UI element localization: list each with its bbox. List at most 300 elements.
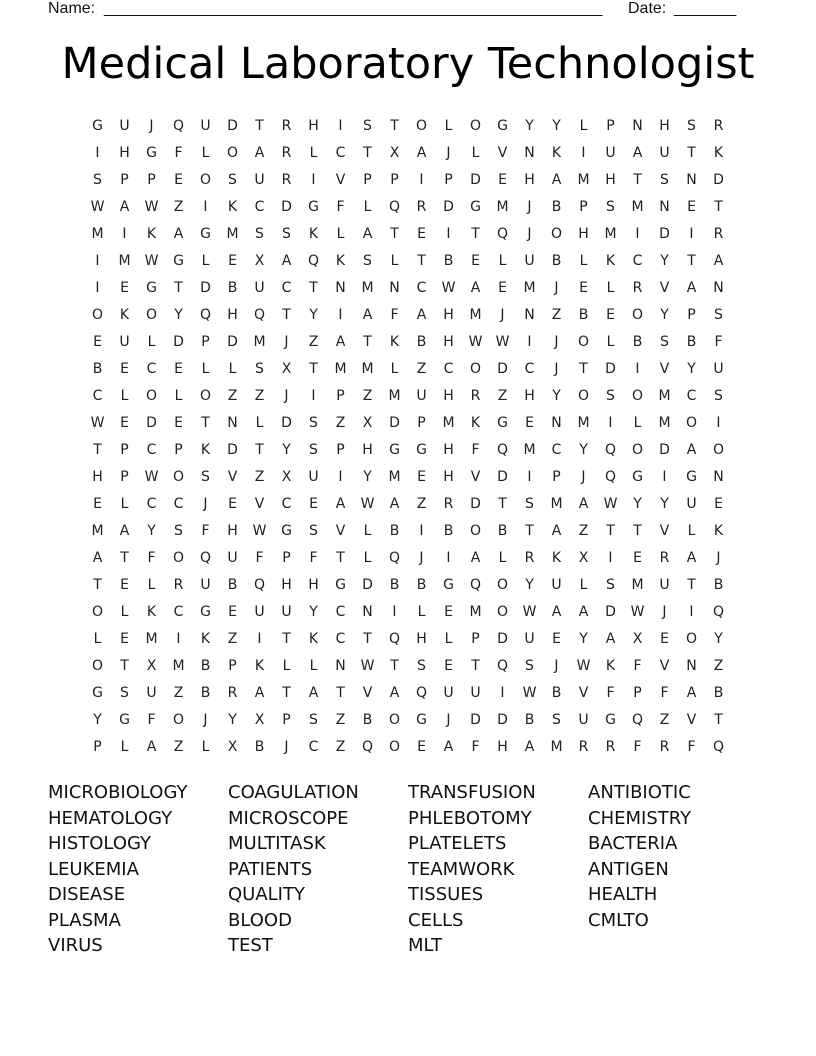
grid-letter: B [551,198,562,215]
grid-letter: X [254,711,265,728]
grid-letter: H [443,468,454,485]
grid-letter: F [471,441,480,458]
grid-letter: G [443,576,454,593]
grid-letter: J [554,657,559,674]
grid-letter: E [417,468,426,485]
grid-letter: A [119,522,130,539]
grid-letter: Q [496,657,509,674]
grid-letter: O [172,711,185,728]
grid-letter: C [335,603,346,620]
grid-letter: Y [660,495,669,512]
grid-letter: S [228,171,237,188]
grid-letter: V [659,279,670,296]
grid-letter: O [145,306,158,323]
grid-letter: B [713,684,724,701]
grid-letter: O [631,441,644,458]
grid-letter: E [525,414,534,431]
grid-letter: O [469,360,482,377]
grid-letter: P [390,171,399,188]
grid-letter: T [687,252,696,269]
grid-letter: A [362,306,373,323]
grid-letter: F [309,549,318,566]
grid-letter: N [335,657,346,674]
grid-letter: G [92,684,103,701]
grid-letter: Y [93,711,102,728]
word-list-item: HEALTH [588,884,658,905]
word-list-item: HISTOLOGY [48,833,152,854]
grid-letter: Y [525,117,534,134]
grid-letter: A [470,279,481,296]
grid-letter: X [281,468,292,485]
grid-letter: P [336,441,345,458]
grid-letter: G [632,468,643,485]
grid-letter: H [362,441,373,458]
grid-letter: J [446,711,451,728]
grid-letter: L [579,576,588,593]
grid-letter: C [524,360,535,377]
grid-letter: H [443,333,454,350]
grid-letter: X [632,630,643,647]
grid-letter: L [120,738,129,755]
grid-letter: O [685,630,698,647]
grid-letter: A [686,684,697,701]
grid-letter: P [687,306,696,323]
grid-letter: E [93,333,102,350]
grid-letter: L [444,630,453,647]
grid-letter: M [361,360,374,377]
grid-letter: H [227,522,238,539]
grid-letter: S [255,360,264,377]
grid-letter: S [282,225,291,242]
grid-letter: E [444,657,453,674]
grid-letter: T [417,252,426,269]
grid-letter: C [146,495,157,512]
grid-letter: I [716,414,721,431]
grid-letter: S [606,198,615,215]
grid-letter: L [228,360,237,377]
grid-letter: A [524,738,535,755]
grid-letter: V [497,144,508,161]
grid-letter: K [470,414,481,431]
grid-letter: T [363,333,372,350]
grid-letter: L [363,549,372,566]
grid-letter: L [633,414,642,431]
name-field-line: ________________________________________________________ [104,0,603,17]
grid-letter: Y [147,522,156,539]
grid-letter: L [147,576,156,593]
grid-letter: R [443,495,454,512]
grid-letter: J [284,333,289,350]
grid-letter: H [92,468,103,485]
grid-letter: A [686,549,697,566]
grid-letter: E [228,495,237,512]
grid-letter: G [92,117,103,134]
grid-letter: B [362,711,373,728]
grid-letter: I [122,225,127,242]
grid-letter: A [605,630,616,647]
grid-letter: A [686,441,697,458]
grid-letter: D [281,198,292,215]
grid-letter: T [336,684,345,701]
grid-letter: M [550,495,563,512]
grid-letter: A [443,738,454,755]
grid-letter: H [308,576,319,593]
grid-letter: B [416,576,427,593]
grid-letter: O [469,117,482,134]
grid-letter: T [714,198,723,215]
grid-letter: K [227,198,238,215]
grid-letter: I [257,630,262,647]
grid-letter: H [416,630,427,647]
grid-letter: A [470,549,481,566]
grid-letter: Z [173,198,184,215]
grid-letter: Y [228,711,237,728]
grid-letter: A [308,684,319,701]
grid-letter: R [659,549,670,566]
grid-letter: E [633,549,642,566]
grid-letter: G [497,117,508,134]
grid-letter: N [686,171,697,188]
grid-letter: A [146,738,157,755]
grid-letter: L [201,252,210,269]
grid-letter: Z [362,387,373,404]
grid-letter: B [389,522,400,539]
grid-letter: Q [712,603,725,620]
grid-letter: L [201,360,210,377]
word-list-item: DISEASE [48,884,126,905]
grid-letter: L [390,252,399,269]
grid-letter: M [469,603,482,620]
word-list-item: PATIENTS [228,858,313,880]
grid-letter: F [174,144,183,161]
grid-letter: J [284,738,289,755]
grid-letter: T [633,522,642,539]
grid-letter: G [281,522,292,539]
grid-letter: C [632,252,643,269]
grid-letter: A [173,225,184,242]
grid-letter: M [523,441,536,458]
grid-letter: M [577,414,590,431]
grid-letter: T [282,306,291,323]
grid-letter: T [471,657,480,674]
grid-letter: G [605,711,616,728]
grid-letter: E [417,738,426,755]
word-list-item: PHLEBOTOMY [408,807,532,829]
grid-letter: N [227,414,238,431]
grid-letter: T [714,711,723,728]
grid-letter: M [226,225,239,242]
grid-letter: O [388,738,401,755]
grid-letter: F [714,333,723,350]
grid-letter: O [91,306,104,323]
grid-letter: Y [660,306,669,323]
grid-letter: D [470,171,481,188]
grid-letter: W [252,522,267,539]
grid-letter: Q [253,306,266,323]
grid-letter: K [146,225,157,242]
grid-letter: D [605,603,616,620]
grid-letter: F [633,738,642,755]
grid-letter: S [174,522,183,539]
grid-letter: W [90,414,105,431]
grid-letter: D [443,198,454,215]
grid-letter: T [201,414,210,431]
grid-letter: D [659,441,670,458]
grid-letter: S [309,522,318,539]
grid-letter: P [552,468,561,485]
grid-letter: D [200,279,211,296]
grid-letter: L [282,657,291,674]
grid-letter: T [120,657,129,674]
grid-letter: L [255,414,264,431]
grid-letter: K [119,306,130,323]
grid-letter: Z [335,738,346,755]
grid-letter: T [255,441,264,458]
grid-letter: F [201,522,210,539]
grid-letter: T [606,522,615,539]
grid-letter: R [632,279,643,296]
grid-letter: S [120,684,129,701]
grid-letter: E [174,414,183,431]
grid-letter: O [712,441,725,458]
grid-letter: A [335,333,346,350]
grid-letter: I [500,684,505,701]
grid-letter: R [281,171,292,188]
grid-letter: T [390,117,399,134]
grid-letter: X [254,252,265,269]
grid-letter: E [606,306,615,323]
grid-letter: I [689,225,694,242]
grid-letter: C [416,279,427,296]
grid-letter: U [254,279,265,296]
grid-letter: S [687,117,696,134]
grid-letter: S [714,306,723,323]
grid-letter: F [390,306,399,323]
grid-letter: I [176,630,181,647]
grid-letter: B [200,657,211,674]
grid-letter: P [120,441,129,458]
word-list-item: TISSUES [408,884,484,905]
word-list-item: MLT [408,935,443,956]
grid-letter: P [579,198,588,215]
grid-letter: B [92,360,103,377]
word-list-item: PLASMA [48,909,121,931]
grid-letter: J [446,144,451,161]
grid-letter: A [578,603,589,620]
grid-letter: C [146,441,157,458]
grid-letter: T [93,441,102,458]
grid-letter: T [282,630,291,647]
word-list-item: BLOOD [228,909,292,931]
grid-letter: C [281,279,292,296]
grid-letter: B [227,576,238,593]
grid-letter: A [281,252,292,269]
grid-letter: W [522,684,537,701]
grid-letter: U [119,117,130,134]
grid-letter: U [281,603,292,620]
grid-letter: L [174,387,183,404]
word-list-item: TRANSFUSION [408,782,536,803]
grid-letter: L [417,603,426,620]
grid-letter: O [415,117,428,134]
grid-letter: L [336,225,345,242]
grid-letter: T [93,576,102,593]
grid-letter: J [419,549,424,566]
grid-letter: Y [579,441,588,458]
grid-letter: L [120,387,129,404]
grid-letter: T [471,225,480,242]
grid-letter: Y [660,252,669,269]
grid-letter: U [524,252,535,269]
grid-letter: Z [173,684,184,701]
grid-letter: J [527,198,532,215]
grid-letter: U [254,171,265,188]
grid-letter: E [498,171,507,188]
grid-letter: R [227,684,238,701]
grid-letter: F [660,684,669,701]
grid-letter: R [173,576,184,593]
grid-letter: R [281,117,292,134]
name-label: Name: [48,0,96,17]
grid-letter: Z [227,387,238,404]
grid-letter: L [120,495,129,512]
grid-letter: M [550,738,563,755]
grid-letter: T [309,360,318,377]
grid-letter: M [631,198,644,215]
grid-letter: H [659,117,670,134]
word-list-item: ANTIBIOTIC [588,782,691,803]
grid-letter: E [309,495,318,512]
grid-letter: L [579,117,588,134]
grid-letter: E [417,225,426,242]
grid-letter: I [95,279,100,296]
grid-letter: O [631,306,644,323]
word-list-item: HEMATOLOGY [48,807,173,829]
grid-letter: G [200,603,211,620]
grid-letter: D [713,171,724,188]
grid-letter: O [496,603,509,620]
grid-letter: T [633,171,642,188]
grid-letter: B [713,576,724,593]
grid-letter: J [500,306,505,323]
grid-letter: M [172,657,185,674]
grid-letter: R [713,117,724,134]
grid-letter: J [554,360,559,377]
grid-letter: C [551,441,562,458]
grid-letter: Y [282,441,291,458]
grid-letter: D [470,495,481,512]
grid-letter: Y [309,306,318,323]
grid-letter: H [578,225,589,242]
grid-letter: O [550,225,563,242]
grid-letter: R [605,738,616,755]
grid-letter: T [363,144,372,161]
grid-letter: L [120,603,129,620]
grid-letter: W [495,333,510,350]
grid-letter: D [227,333,238,350]
grid-letter: G [335,576,346,593]
grid-letter: U [227,549,238,566]
grid-letter: E [714,495,723,512]
grid-letter: J [203,711,208,728]
grid-letter: Z [335,711,346,728]
grid-letter: A [686,279,697,296]
grid-letter: D [389,414,400,431]
grid-letter: G [416,711,427,728]
grid-letter: H [497,738,508,755]
grid-letter: P [363,171,372,188]
grid-letter: S [93,171,102,188]
word-list-item: CELLS [408,909,464,931]
grid-letter: O [172,549,185,566]
grid-letter: D [146,414,157,431]
grid-letter: X [362,414,373,431]
grid-letter: K [308,225,319,242]
grid-letter: S [309,414,318,431]
grid-letter: R [470,387,481,404]
grid-letter: I [446,549,451,566]
grid-letter: F [633,657,642,674]
grid-letter: A [713,252,724,269]
grid-letter: G [119,711,130,728]
word-list-item: CHEMISTRY [588,807,692,829]
grid-letter: R [524,549,535,566]
grid-letter: Q [388,198,401,215]
grid-letter: D [281,414,292,431]
grid-letter: E [228,603,237,620]
grid-letter: A [632,144,643,161]
grid-letter: A [335,495,346,512]
grid-letter: L [498,252,507,269]
grid-letter: U [200,117,211,134]
grid-letter: W [576,657,591,674]
grid-letter: O [388,711,401,728]
grid-letter: E [498,279,507,296]
grid-letter: C [173,495,184,512]
grid-letter: Q [604,468,617,485]
grid-letter: B [416,333,427,350]
grid-letter: S [525,657,534,674]
grid-letter: Q [388,630,401,647]
grid-letter: Q [253,576,266,593]
grid-letter: D [362,576,373,593]
word-list-item: QUALITY [228,884,305,905]
grid-letter: W [360,495,375,512]
grid-letter: M [118,252,131,269]
grid-letter: B [686,333,697,350]
grid-letter: J [554,333,559,350]
grid-letter: M [91,225,104,242]
grid-letter: X [281,360,292,377]
grid-letter: G [389,441,400,458]
grid-letter: V [227,468,238,485]
grid-letter: C [281,495,292,512]
page-title: Medical Laboratory Technologist [61,39,755,89]
grid-letter: S [606,387,615,404]
grid-letter: K [308,630,319,647]
grid-letter: B [443,252,454,269]
grid-letter: N [713,279,724,296]
grid-letter: Z [254,387,265,404]
grid-letter: V [254,495,265,512]
grid-letter: M [523,279,536,296]
grid-letter: C [92,387,103,404]
grid-letter: H [524,387,535,404]
grid-letter: O [685,414,698,431]
word-list-item: PLATELETS [408,833,507,854]
grid-letter: Q [199,306,212,323]
grid-letter: P [120,468,129,485]
